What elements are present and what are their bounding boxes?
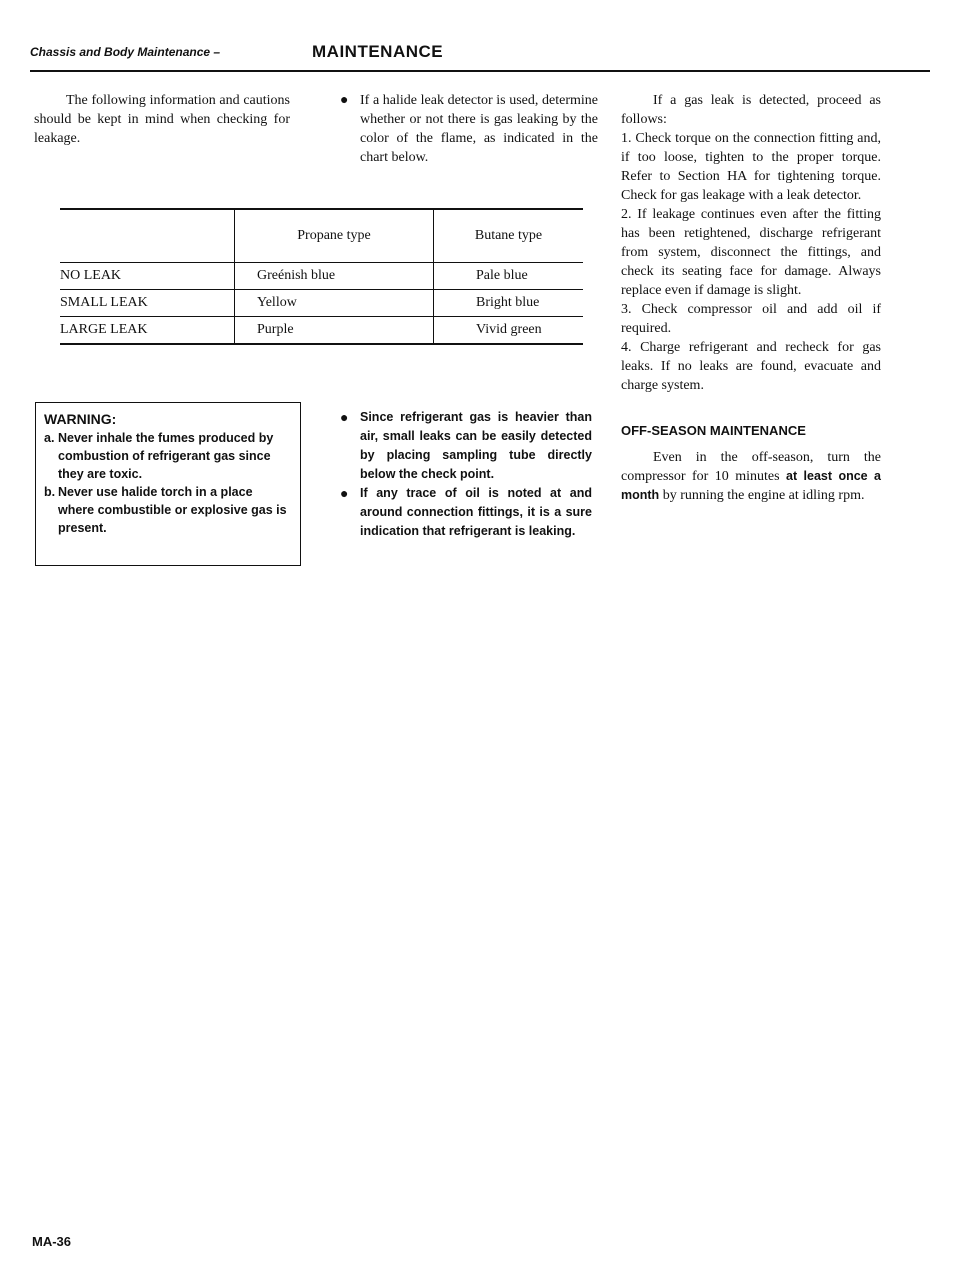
warning-text: Never use halide torch in a place where combustible or explosive gas is present. (58, 485, 287, 535)
offseason-emphasis: at least once a month (621, 469, 881, 502)
table-header-cell (60, 209, 235, 263)
propane-cell: Yellow (235, 290, 434, 317)
leak-label-cell: SMALL LEAK (60, 295, 148, 310)
table-header-cell: Propane type (235, 209, 434, 263)
propane-cell: Purple (235, 317, 434, 345)
list-item (44, 429, 292, 483)
mid-bullet-text: If any trace of oil is noted at and around connection fittings, it is a sure indication that refrigerant is leaking. (360, 486, 592, 538)
offseason-text: by running the engine at idling rpm. (662, 488, 865, 503)
flame-color-table (60, 208, 583, 345)
list-item (338, 484, 592, 541)
list-item (338, 91, 598, 167)
list-item: 3. Check compressor oil and add oil if required. (621, 302, 881, 336)
table-row (60, 290, 583, 317)
list-item (44, 483, 292, 537)
halide-bullet-text: If a halide leak detector is used, determine whether or not there is gas leaking by the color of the flame, as indicated in the chart below. (360, 93, 598, 165)
section-label: Chassis and Body Maintenance – (30, 45, 221, 59)
warning-box (35, 402, 301, 566)
offseason-text: Even in the off-season, turn the compressor for 10 minutes (621, 450, 881, 484)
warning-text: Never inhale the fumes produced by combustion of refrigerant gas since they are toxic. (58, 431, 274, 481)
table-header-row (60, 209, 583, 263)
warning-title: WARNING: (44, 411, 117, 427)
warning-marker: a. (44, 431, 55, 445)
butane-cell: Bright blue (434, 290, 584, 317)
mid-bullet-text: Since refrigerant gas is heavier than air, small leaks can be easily detected by placing sampling tube directly below the check point. (360, 410, 592, 481)
right-column (621, 91, 881, 505)
butane-cell: Pale blue (434, 263, 584, 290)
leak-label-cell: LARGE LEAK (60, 322, 148, 337)
list-item: 4. Charge refrigerant and recheck for gas leaks. If no leaks are found, evacuate and charge system. (621, 340, 881, 393)
table-row (60, 263, 583, 290)
page-title: MAINTENANCE (312, 42, 444, 61)
leak-label-cell: NO LEAK (60, 268, 122, 283)
butane-cell: Vivid green (434, 317, 584, 345)
halide-column (338, 91, 598, 167)
page-number: MA-36 (32, 1234, 72, 1249)
table-row (60, 317, 583, 345)
bullet-icon: ● (340, 93, 349, 108)
mid-bullets-column (338, 408, 592, 541)
propane-cell: Greénish blue (235, 263, 434, 290)
list-item (338, 408, 592, 484)
bullet-icon: ● (340, 409, 349, 425)
offseason-heading: OFF-SEASON MAINTENANCE (621, 423, 806, 438)
right-lead: If a gas leak is detected, proceed as follows: (621, 93, 881, 127)
bullet-icon: ● (340, 485, 349, 501)
list-item: 1. Check torque on the connection fitting and, if too loose, tighten to the proper torque. Refer to Section HA for tightening torque. Check for gas leakage with a leak detector. (621, 131, 881, 203)
table-header-cell: Butane type (434, 209, 584, 263)
page-header (30, 40, 930, 72)
offseason-paragraph (621, 448, 881, 505)
warning-marker: b. (44, 485, 56, 499)
list-item: 2. If leakage continues even after the fitting has been retightened, discharge refrigerant from system, disconnect the fittings, and check its seating face for damage. Always replace even if damage is slight. (621, 207, 881, 298)
intro-paragraph: The following information and cautions should be kept in mind when checking for leakage. (34, 93, 290, 146)
intro-column (34, 91, 290, 148)
